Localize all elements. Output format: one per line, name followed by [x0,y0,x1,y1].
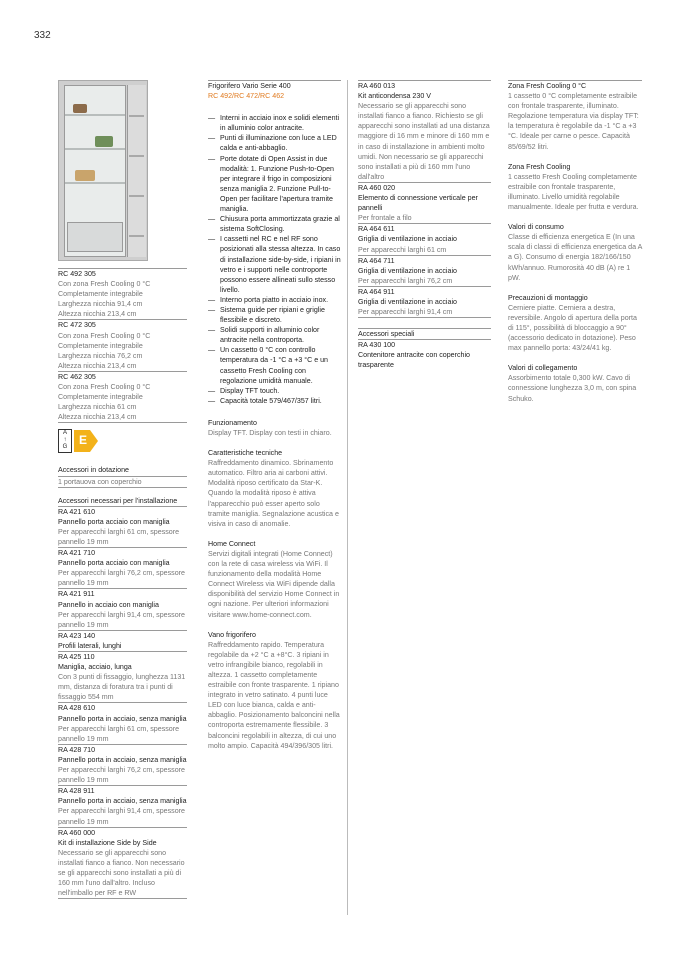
accessory-name: Griglia di ventilazione in acciaio [358,235,457,244]
feature-item: — Porte dotate di Open Assist in due modalità: 1. Funzione Push-to-Open per integrare il frigo in composizioni senza maniglia 2. Funzione Pull-to-Open per facilitare l'apertura tramite maniglia. [208,154,341,215]
model-code: RC 472 305 [58,321,96,330]
product-image [58,80,148,261]
spec-section [508,363,642,403]
energy-scale [58,429,72,453]
spec-section [208,448,341,529]
model-code: RC 492 305 [58,270,96,278]
accessory-desc: Necessario se gli apparecchi sono installati fianco a fianco. Richiesto se gli apparecchi sono installati ad una distanza maggiore di 16 mm e minore di 160 mm e in caso di installazione in ambienti molto umidi. Non necessario se gli apparecchi sono installati a più di 160 mm l'uno dall'altro [358,102,490,181]
column-description [208,80,341,751]
accessory-name: Pannello porta acciaio con maniglia [58,559,170,568]
spec-section [508,293,642,354]
accessory-name: Griglia di ventilazione in acciaio [358,266,457,275]
accessory-list [58,506,187,900]
accessory-desc: Necessario se gli apparecchi sono installati fianco a fianco. Non necessario se gli apparecchi sono installati a più di 160 mm l'uno dall'altro. Incluso nell'imballo per RF e RW [58,848,185,898]
accessory-item [358,223,491,254]
accessory-code: RA 430 100 [358,339,491,350]
section-title: Accessori speciali [358,328,491,339]
energy-scale-bottom: G [62,444,68,451]
section-title: Precauzioni di montaggio [508,293,588,302]
column-accessories [358,80,491,371]
model-line: Altezza nicchia 213,4 cm [58,361,137,370]
accessory-desc: Per frontale a filo [358,214,412,223]
spec-section [508,80,642,152]
accessory-name: Elemento di connessione verticale per pannelli [358,194,478,213]
accessory-name: Pannello porta acciaio con maniglia [58,517,170,526]
accessory-code: RA 464 911 [358,287,395,296]
feature-item: — Interni in acciaio inox e solidi elementi in alluminio color antracite. [208,113,341,133]
accessory-list [358,80,491,318]
door-shelf [129,235,144,237]
accessory-desc: Per apparecchi larghi 61 cm [358,245,447,254]
section-text: Raffreddamento rapido. Temperatura regolabile da +2 °C a +8°C. 3 ripiani in vetro infrangibile bianco, regolabili in altezza. 1 cassetto completamente estraibile con fronte trasparente. 1 ripiano integrato in vetro satinato. 4 punti luce LED con luce bianca, calda e anti-abbaglio. Posizionamento balconcini nella controporta estremamente flessibile. 3 balconcini regolabili in altezza, di cui uno molto ampio. Capacità 494/396/305 litri. [208,640,340,750]
spec-section [508,222,642,283]
shelf [65,114,125,116]
feature-item: — Sistema guide per ripiani e griglie flessibile e discreto. [208,305,341,325]
accessory-item [58,702,187,743]
shelf [65,182,125,184]
section-title: Funzionamento [208,418,257,427]
spec-section [208,630,341,751]
accessory-item [358,255,491,286]
model-block [58,371,187,423]
accessory-name: Kit di installazione Side by Side [58,838,157,847]
accessory-desc: Per apparecchi larghi 91,4 cm, spessore pannello 19 mm [58,807,185,826]
accessory-code: RA 464 711 [358,256,395,265]
accessory-item [58,827,187,900]
accessory-code: RA 428 710 [58,745,96,754]
energy-label [58,429,96,453]
model-line: Con zona Fresh Cooling 0 °C [58,383,151,392]
feature-item: — Solidi supporti in alluminio color antracite nella controporta. [208,325,341,345]
accessory-code: RA 425 110 [58,653,95,661]
section-text: Classe di efficienza energetica E (In una scala di classi di efficienza energetica da A a G). Consumo di energia 182/166/150 kWh/annuo. Rumorosità 40 dB (A) re 1 pW. [508,233,642,282]
accessory-name: Maniglia, acciaio, lunga [58,663,132,672]
spec-section [208,539,341,620]
column-divider [347,80,348,915]
page-number: 332 [34,30,51,41]
accessory-item [58,651,187,702]
food-item [95,136,113,147]
accessory-desc: Per apparecchi larghi 91,4 cm [358,308,453,317]
product-header [208,80,341,101]
list-item: 1 portauova con coperchio [58,476,187,488]
model-line: Completamente integrabile [58,290,143,299]
accessory-name: Pannello porta in acciaio, senza maniglia [58,797,187,806]
model-line: Altezza nicchia 213,4 cm [58,310,137,319]
section-title: Vano frigorifero [208,630,256,639]
section-title: Accessori necessari per l'installazione [58,496,178,505]
feature-item: — Chiusura porta ammortizzata grazie al sistema SoftClosing. [208,214,341,234]
accessory-code: RA 421 911 [58,590,95,599]
accessory-desc: Per apparecchi larghi 76,2 cm, spessore pannello 19 mm [58,569,185,588]
energy-scale-arrow: ↑ [63,437,67,444]
feature-item: — Punti di illuminazione con luce a LED calda e anti-abbaglio. [208,133,341,153]
accessori-speciali [358,328,491,370]
food-item [75,170,95,181]
accessory-item [58,506,187,547]
accessory-desc: Per apparecchi larghi 76,2 cm, spessore pannello 19 mm [58,766,185,785]
model-line: Larghezza nicchia 76,2 cm [58,351,143,360]
section-text: Assorbimento totale 0,300 kW. Cavo di connessione lunghezza 3,0 m, con spina Schuko. [508,374,637,403]
feature-item: — Interno porta piatto in acciaio inox. [208,295,341,305]
section-title: Zona Fresh Cooling 0 °C [508,82,587,90]
accessory-name: Pannello porta in acciaio, senza maniglia [58,755,187,764]
description-sections [208,418,341,751]
model-line: Con zona Fresh Cooling 0 °C [58,331,151,340]
accessory-code: RA 464 611 [358,225,395,234]
accessory-desc: Per apparecchi larghi 61 cm, spessore pannello 19 mm [58,527,180,546]
model-line: Completamente integrabile [58,341,143,350]
accessory-desc: Con 3 punti di fissaggio, lunghezza 1131 mm, distanza di foratura tra i punti di fissaggio 554 mm [58,673,186,702]
accessory-item [58,630,187,651]
feature-item: — Display TFT touch. [208,386,341,396]
fridge-interior [64,85,126,257]
door-shelf [129,115,144,117]
accessory-desc: Per apparecchi larghi 76,2 cm [358,276,453,285]
energy-class: E [79,433,88,448]
accessory-item [358,286,491,318]
energy-scale-top: A [62,430,67,437]
accessori-necessari [58,496,187,900]
accessory-item [58,588,187,629]
section-title: Zona Fresh Cooling [508,162,571,171]
accessory-code: RA 421 610 [58,507,96,516]
accessory-code: RA 423 140 [58,631,96,640]
section-title: Home Connect [208,539,256,548]
section-text: 1 cassetto Fresh Cooling completamente estraibile con frontale trasparente, illuminato. Livello umidità regolabile manualmente. Ideale per frutta e verdura. [508,172,639,212]
section-text: Servizi digitali integrati (Home Connect) con la rete di casa wireless via WiFi. Il funzionamento della modalità Home Connect Wireless via WiFi dipende dalla disponibilità del servizio Home Connect in ogni nazione. Per ulteriori informazioni visitare www.home-connect.com. [208,549,340,619]
section-text: 1 cassetto 0 °C completamente estraibile con frontale trasparente, illuminato. Regolazione temperatura via display TFT: la temperatura è regolabile da -1 °C a +3 °C. Ideale per carne o pesce. Capacità 85/69/52 litri. [508,92,639,151]
accessory-name: Pannello in acciaio con maniglia [58,600,159,609]
accessory-code: RA 428 610 [58,704,96,713]
section-text: Raffreddamento dinamico. Sbrinamento automatico. Filtro aria ai carboni attivi. Modalità riposo certificato da Star-K. Quando la modalità riposo è attiva l'apparecchio può esser aperto solo tramite maniglia. Segnalazione acustica e visiva in caso di anomalie. [208,459,339,528]
accessory-item [58,547,187,588]
model-line: Completamente integrabile [58,393,143,402]
model-block [58,268,187,319]
accessory-item [358,182,491,223]
section-title: Valori di consumo [508,223,564,232]
model-line: Con zona Fresh Cooling 0 °C [58,280,151,289]
accessory-desc: Per apparecchi larghi 61 cm, spessore pannello 19 mm [58,724,180,743]
shelf [65,148,125,150]
accessory-name: Profili laterali, lunghi [58,641,122,650]
accessory-item [358,80,491,182]
accessory-name: Pannello porta in acciaio, senza maniglia [58,714,187,723]
section-title: Caratteristiche tecniche [208,449,283,458]
accessory-name: Kit anticondensa 230 V [358,92,431,101]
accessori-dotazione [58,465,187,487]
feature-item: — Un cassetto 0 °C con controllo temperatura da -1 °C a +3 °C e un cassetto Fresh Cooling con regolazione umidità manuale. [208,345,341,385]
accessory-desc: Per apparecchi larghi 91,4 cm, spessore pannello 19 mm [58,610,185,629]
model-line: Altezza nicchia 213,4 cm [58,412,187,423]
spec-section [208,418,341,438]
model-line: Larghezza nicchia 61 cm [58,403,137,412]
column-models [58,268,187,899]
fridge-drawer [67,222,123,252]
product-models: RC 492/RC 472/RC 462 [208,92,285,101]
accessory-code: RA 428 911 [58,787,95,796]
spec-sections [508,80,642,404]
accessory-name: Griglia di ventilazione in acciaio [358,297,457,306]
door-shelf [129,195,144,197]
spec-section [508,162,642,212]
accessory-item [58,744,187,785]
accessory-code: RA 460 020 [358,183,396,192]
accessory-name: Contenitore antracite con coperchio trasparente [358,351,470,370]
section-title: Accessori in dotazione [58,466,129,475]
section-title: Valori di collegamento [508,364,578,373]
model-line: Larghezza nicchia 91,4 cm [58,300,143,309]
model-code: RC 462 305 [58,372,96,381]
door-shelf [129,155,144,157]
feature-list [208,113,341,406]
accessory-item [58,785,187,826]
accessory-code: RA 460 013 [358,82,396,90]
section-text: Display TFT. Display con testi in chiaro. [208,429,332,437]
model-block [58,319,187,370]
fridge-door [127,85,146,257]
feature-item: — I cassetti nel RC e nel RF sono posizionati alla stessa altezza. In caso di installazione side-by-side, i ripiani in vetro e i supporti nelle controporte possono essere allineati sullo stesso livello. [208,234,341,295]
accessory-code: RA 460 000 [58,828,96,837]
feature-item: — Capacità totale 579/467/357 litri. [208,396,341,406]
product-title: Frigorifero Vario Serie 400 [208,82,291,90]
column-specs [508,80,642,404]
accessory-code: RA 421 710 [58,549,96,558]
food-item [73,104,87,113]
section-text: Cerniere piatte. Cerniera a destra, reversibile. Angolo di apertura della porta di 115°, possibilità di bloccaggio a 90° (accessorio dedicato in dotazione). Peso max pannello porta: 43/24/41 kg. [508,303,637,353]
